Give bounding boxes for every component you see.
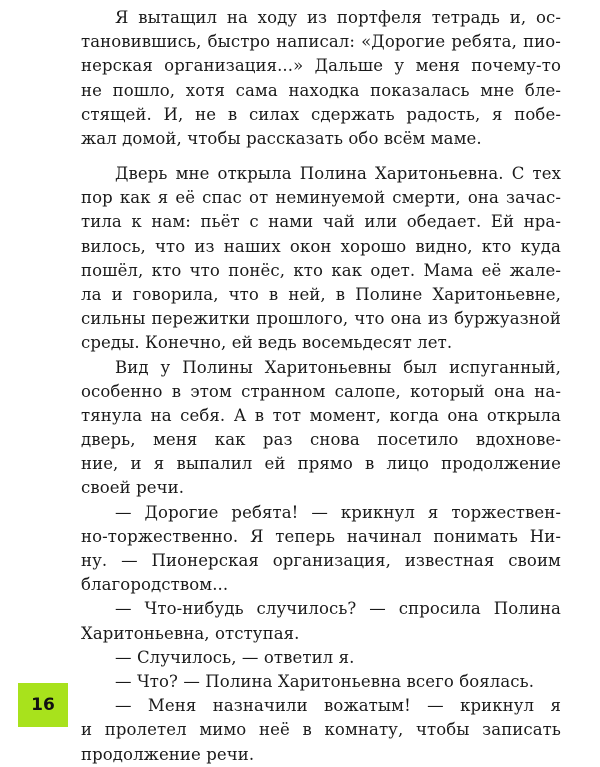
text-line: — Что? — Полина Харитоньевна всего боялась.	[115, 671, 535, 691]
text-line: среды. Конечно, ей ведь восемьдесят лет.	[81, 333, 453, 353]
text-line: но-торжественно. Я теперь начинал понимать Ни-	[81, 526, 561, 546]
text-line: — Дорогие ребята! — крикнул я торжествен-	[115, 502, 561, 522]
text-line: тановившись, быстро написал: «Дорогие ребята, пио-	[81, 32, 561, 52]
paragraph-2	[81, 162, 561, 767]
text-line: ну. — Пионерская организация, известная своим	[81, 551, 561, 570]
text-line: тила к нам: пьёт с нами чай или обедает. Ей нра-	[81, 212, 561, 232]
text-line: — Случилось, — ответил я.	[115, 647, 355, 667]
text-line: стящей. И, не в силах сдержать радость, я побе-	[81, 104, 561, 124]
text-line: и пролетел мимо неё в комнату, чтобы записать	[81, 720, 561, 740]
text-line: дверь, меня как раз снова посетило вдохнове-	[81, 430, 561, 450]
text-line: — Что-нибудь случилось? — спросила Полина	[115, 599, 561, 619]
page-number: 16	[31, 695, 55, 715]
text-line: тянула на себя. А в тот момент, когда она открыла	[81, 405, 561, 425]
text-line: ние, и я выпалил ей прямо в лицо продолжение	[81, 454, 561, 474]
text-line: Вид у Полины Харитоньевны был испуганный,	[115, 357, 561, 377]
text-line: Дверь мне открыла Полина Харитоньевна. С тех	[115, 164, 561, 183]
text-line: вилось, что из наших окон хорошо видно, кто куда	[81, 236, 561, 256]
text-line: ла и говорила, что в ней, в Полине Харитоньевне,	[81, 284, 561, 304]
text-line: своей речи.	[81, 478, 185, 498]
text-line: — Меня назначили вожатым! — крикнул я	[115, 696, 561, 716]
text-line: особенно в этом странном салопе, который она на-	[81, 381, 561, 401]
text-line: пошёл, кто что понёс, кто как одет. Мама её жале-	[81, 260, 561, 280]
text-line: не пошло, хотя сама находка показалась мне бле-	[81, 80, 561, 100]
text-line: Я вытащил на ходу из портфеля тетрадь и, ос-	[115, 8, 561, 27]
text-line: продолжение речи.	[81, 744, 255, 764]
text-line: нерская организация...» Дальше у меня почему-то	[81, 56, 561, 76]
text-line: благородством...	[81, 575, 229, 595]
text-line: Харитоньевна, отступая.	[81, 623, 300, 643]
text-line: пор как я её спас от неминуемой смерти, она зачас-	[81, 188, 561, 208]
page-number-badge	[18, 683, 68, 727]
text-line: сильны пережитки прошлого, что она из буржуазной	[81, 309, 561, 329]
paragraph-1	[81, 6, 561, 151]
text-line: жал домой, чтобы рассказать обо всём маме.	[81, 128, 482, 148]
